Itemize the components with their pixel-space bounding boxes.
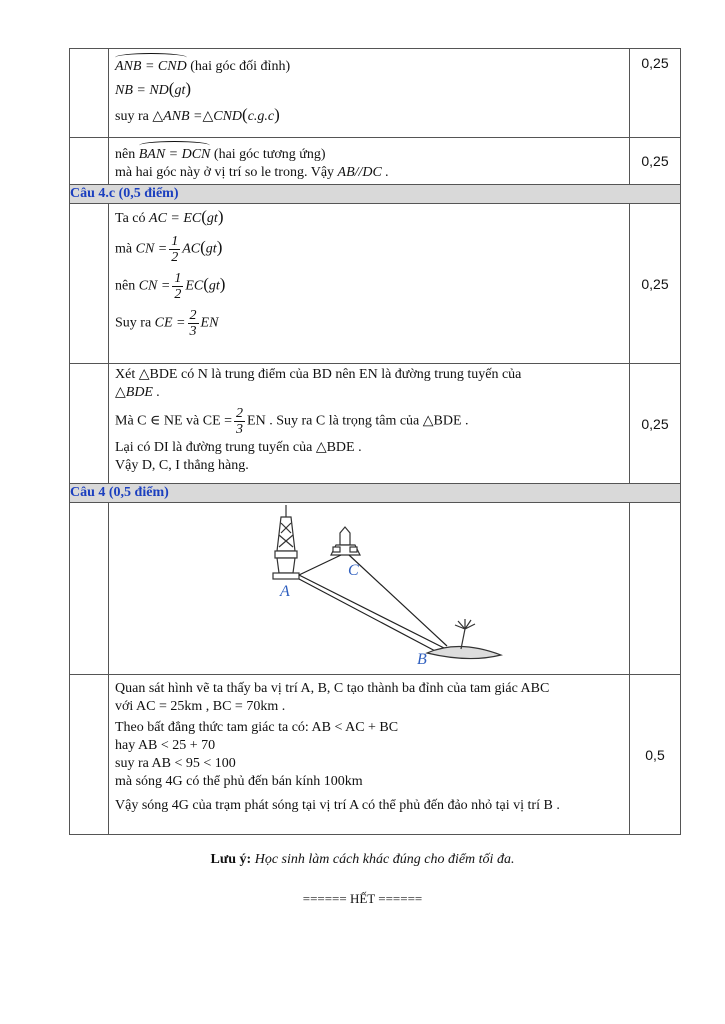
angle-equation: BAN = DCN [138, 147, 211, 162]
text-line: Theo bất đẳng thức tam giác ta có: AB < AC + BC [115, 720, 399, 735]
table-row [70, 138, 681, 185]
footer-note [0, 852, 725, 868]
text-prefix: suy ra [115, 109, 149, 124]
text-line: Xét △BDE có N là trung điểm của BD nên EN là đường trung tuyến của [115, 367, 522, 382]
points-cell: 0,25 [630, 138, 681, 185]
conclusion: AB//DC . [337, 165, 389, 180]
end-marker: ====== HẾT ====== [302, 891, 423, 906]
angle-equation: ANB = CND [115, 59, 187, 74]
equation: CN = [138, 278, 171, 294]
text-prefix: nên [115, 278, 136, 294]
island-icon [427, 619, 501, 659]
fraction: $\frac{2}{3}$ [236, 406, 244, 437]
equation: AC = EC [149, 211, 202, 226]
table-row [70, 675, 681, 835]
building-icon [331, 527, 360, 555]
text-line: Quan sát hình vẽ ta thấy ba vị trí A, B, C tạo thành ba đỉnh của tam giác ABC [115, 681, 550, 696]
points-cell: 0,25 [630, 364, 681, 484]
eq-note: gt [208, 278, 220, 294]
text-line: △BDE . [115, 385, 160, 400]
text-line: Lại có DI là đường trung tuyến của △BDE . [115, 440, 362, 455]
eq-note: c.g.c [247, 109, 275, 124]
fraction: $\frac{1}{2}$ [174, 271, 182, 302]
table-row: ANB = CND (hai góc đối đỉnh) NB = ND(gt) suy ra △ANB =△CND(c.g.c) 0,25 [70, 49, 681, 138]
answer-table [69, 48, 681, 835]
eq-note: (hai góc tương ứng) [213, 147, 326, 162]
equation: EC [185, 278, 204, 294]
point-a-label: A [280, 583, 290, 600]
table-row [70, 503, 681, 675]
points-cell: 0,25 [630, 49, 681, 138]
text-line: Vậy sóng 4G của trạm phát sóng tại vị trí A có thể phủ đến đảo nhỏ tại vị trí B . [115, 798, 560, 813]
equation: CE = [154, 315, 186, 331]
equation: CN = [135, 241, 168, 257]
text-line: với AC = 25km , BC = 70km . [115, 699, 286, 714]
text-prefix: mà [115, 241, 133, 257]
section-header [70, 484, 681, 503]
equation: AC [182, 241, 201, 257]
eq-note: gt [174, 83, 186, 98]
section-header [70, 185, 681, 204]
note-label: Lưu ý: [210, 852, 252, 867]
note-text: Học sinh làm cách khác đúng cho điểm tối đa. [254, 852, 515, 867]
eq-note: (hai góc đối đỉnh) [190, 59, 291, 74]
sight-lines [299, 555, 447, 653]
table-row [70, 364, 681, 484]
section-title: Câu 4.c (0,5 điểm) [70, 185, 681, 204]
text-line: Mà C ∈ NE và CE = [115, 413, 233, 429]
fraction: $\frac{2}{3}$ [189, 308, 197, 339]
text-line: hay AB < 25 + 70 [115, 738, 216, 753]
point-b-label: B [417, 651, 427, 668]
triangle-equation: △ANB =△CND [152, 109, 243, 124]
table-row: Ta có AC = EC(gt) mà CN = $\frac{1}{2}$ AC(gt) nên CN = $\frac{1}{2}$ EC(gt) Suy ra CE = $\frac{2}{3}$ EN 0,25 [70, 204, 681, 364]
figure-tower-island [109, 503, 629, 669]
text-line: mà sóng 4G có thể phủ đến bán kính 100km [115, 774, 363, 789]
fraction: $\frac{1}{2}$ [171, 234, 179, 265]
text-line: mà hai góc này ở vị trí so le trong. Vậy [115, 165, 335, 180]
points-cell: 0,25 [630, 204, 681, 364]
text-line: suy ra AB < 95 < 100 [115, 756, 236, 771]
points-cell: 0,5 [630, 675, 681, 835]
text-prefix: Ta có [115, 211, 146, 226]
point-c-label: C [348, 562, 359, 579]
text-line: Vậy D, C, I thẳng hàng. [115, 458, 249, 473]
section-title: Câu 4 (0,5 điểm) [70, 484, 681, 503]
equation: EN [200, 315, 219, 331]
segment-equation: NB = ND [115, 83, 169, 98]
text-prefix: Suy ra [115, 315, 152, 331]
tower-icon [273, 505, 299, 579]
text-line: EN . Suy ra C là trọng tâm của △BDE . [247, 413, 469, 429]
text-prefix: nên [115, 147, 136, 162]
eq-note: gt [206, 211, 218, 226]
eq-note: gt [205, 241, 217, 257]
